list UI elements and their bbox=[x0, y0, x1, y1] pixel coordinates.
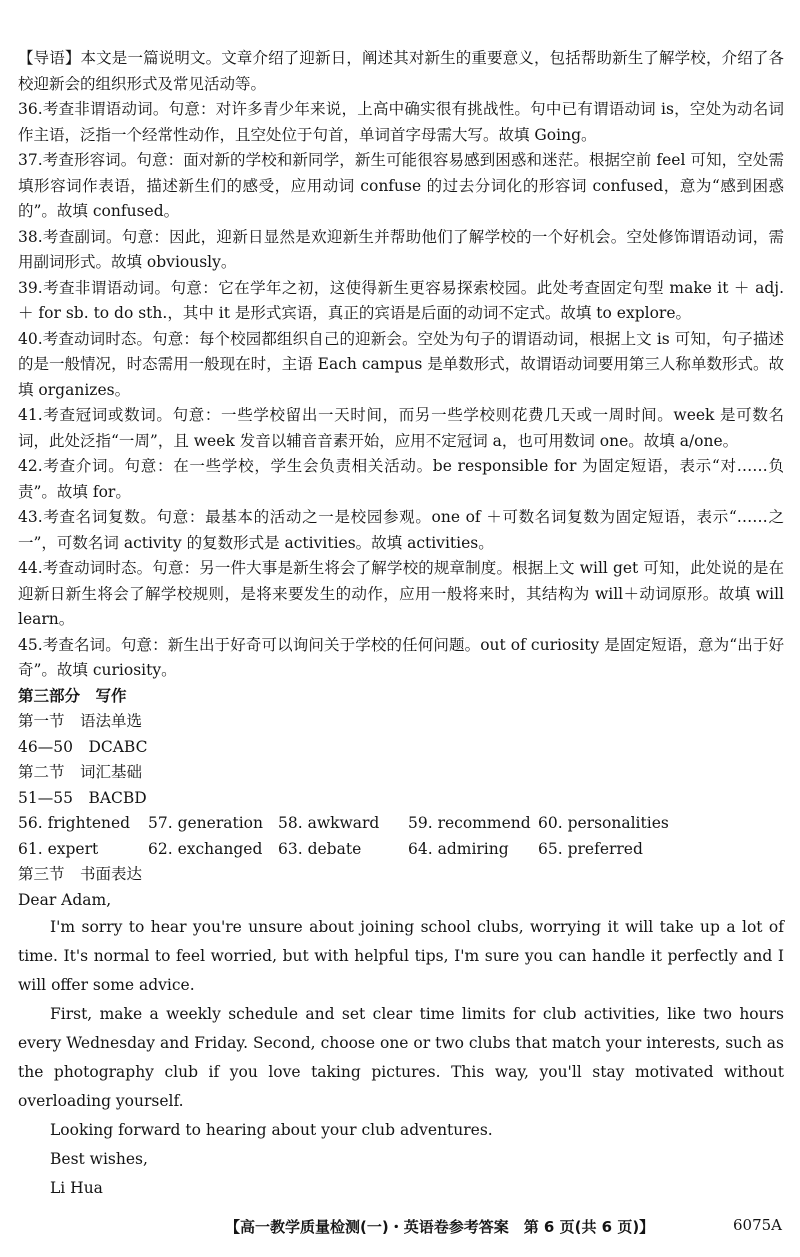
explanation-44: 44.考查动词时态。句意：另一件大事是新生将会了解学校的规章制度。根据上文 will get 可知，此处说的是在迎新日新生将会了解学校规则，是将来要发生的动作，应用一般将来时，其结构为 will＋动词原形。故填 will learn。 bbox=[18, 559, 784, 628]
vocab-answer-61: 61. expert bbox=[18, 839, 99, 858]
sample-letter bbox=[18, 888, 784, 1204]
section3-title: 第三节 书面表达 bbox=[18, 865, 143, 883]
vocab-answer-64: 64. admiring bbox=[408, 839, 509, 858]
page-footer bbox=[0, 1212, 800, 1240]
explanation-37: 37.考查形容词。句意：面对新的学校和新同学，新生可能很容易感到困惑和迷茫。根据空前 feel 可知，空处需填形容词作表语，描述新生们的感受，应用动词 confuse 的过去分词化的形容词 confused，意为“感到困惑的”。故填 confused。 bbox=[18, 151, 784, 220]
explanation-42: 42.考查介词。句意：在一些学校，学生会负责相关活动。be responsible for 为固定短语，表示“对……负责”。故填 for。 bbox=[18, 457, 784, 501]
vocab-answer-56: 56. frightened bbox=[18, 814, 131, 832]
section1-title: 第一节 语法单选 bbox=[18, 712, 143, 730]
letter-paragraph-3: Looking forward to hearing about your club adventures. bbox=[50, 1121, 493, 1139]
explanation-38: 38.考查副词。句意：因此，迎新日显然是欢迎新生并帮助他们了解学校的一个好机会。空处修饰谓语动词，需用副词形式。故填 obviously。 bbox=[18, 227, 784, 271]
vocab-answer-58: 58. awkward bbox=[278, 814, 380, 832]
explanation-36: 36.考查非谓语动词。句意：对许多青少年来说，上高中确实很有挑战性。句中已有谓语动词 is，空处为动名词作主语，泛指一个经常性动作，且空处位于句首，单词首字母需大写。故填 Going。 bbox=[18, 100, 784, 144]
vocab-answer-60: 60. personalities bbox=[538, 814, 669, 832]
section2-title: 第二节 词汇基础 bbox=[18, 763, 143, 781]
vocab-row-2 bbox=[18, 837, 784, 863]
answer-explanations bbox=[18, 97, 784, 684]
explanation-45: 45.考查名词。句意：新生出于好奇可以询问关于学校的任何问题。out of curiosity 是固定短语，意为“出于好奇”。故填 curiosity。 bbox=[18, 635, 784, 679]
vocab-row-1 bbox=[18, 811, 784, 837]
part3-heading: 第三部分 写作 bbox=[18, 686, 127, 705]
vocab-answer-63: 63. debate bbox=[278, 839, 362, 858]
explanation-43: 43.考查名词复数。句意：最基本的活动之一是校园参观。one of ＋可数名词复数为固定短语，表示“……之一”，可数名词 activity 的复数形式是 activities。故填 activities。 bbox=[18, 508, 784, 552]
intro-paragraph: 【导语】本文是一篇说明文。文章介绍了迎新日，阐述其对新生的重要意义，包括帮助新生了解学校，介绍了各校迎新会的组织形式及常见活动等。 bbox=[18, 49, 784, 93]
explanation-40: 40.考查动词时态。句意：每个校园都组织自己的迎新会。空处为句子的谓语动词，根据上文 is 可知，句子描述的是一般情况，时态需用一般现在时，主语 Each campus 是单数形式，故谓语动词要用第三人称单数形式。故填 organizes。 bbox=[18, 329, 784, 399]
vocab-answer-65: 65. preferred bbox=[538, 839, 643, 858]
footer-code: 6075A bbox=[732, 1216, 782, 1234]
section1-answers: 46—50 DCABC bbox=[18, 737, 148, 756]
vocab-answer-59: 59. recommend bbox=[408, 814, 531, 832]
footer-title: 【高一教学质量检测(一)・英语卷参考答案 第 6 页(共 6 页)】 bbox=[225, 1218, 655, 1236]
letter-salutation: Dear Adam, bbox=[18, 890, 112, 909]
vocab-answer-57: 57. generation bbox=[148, 814, 263, 832]
answer-page bbox=[18, 46, 784, 1203]
letter-signature: Li Hua bbox=[50, 1179, 103, 1197]
letter-closing: Best wishes, bbox=[50, 1150, 148, 1168]
explanation-41: 41.考查冠词或数词。句意：一些学校留出一天时间，而另一些学校则花费几天或一周时间。week 是可数名词，此处泛指“一周”，且 week 发音以辅音音素开始，应用不定冠词 a，也可用数词 one。故填 a/one。 bbox=[18, 406, 784, 450]
vocab-answer-62: 62. exchanged bbox=[148, 839, 263, 858]
section2-answers: 51—55 BACBD bbox=[18, 788, 147, 807]
letter-paragraph-2: First, make a weekly schedule and set clear time limits for club activities, like two hours every Wednesday and Friday. Second, choose one or two clubs that match your interests, such as the photography club if you love taking pictures. This way, you'll stay motivated without overloading yourself. bbox=[18, 1005, 784, 1110]
letter-paragraph-1: I'm sorry to hear you're unsure about joining school clubs, worrying it will take up a lot of time. It's normal to feel worried, but with helpful tips, I'm sure you can handle it perfectly and I will offer some advice. bbox=[18, 918, 784, 994]
explanation-39: 39.考查非谓语动词。句意：它在学年之初，这使得新生更容易探索校园。此处考查固定句型 make it ＋ adj. ＋ for sb. to do sth.，其中 it 是形式宾语，真正的宾语是后面的动词不定式。故填 to explore。 bbox=[18, 278, 784, 322]
